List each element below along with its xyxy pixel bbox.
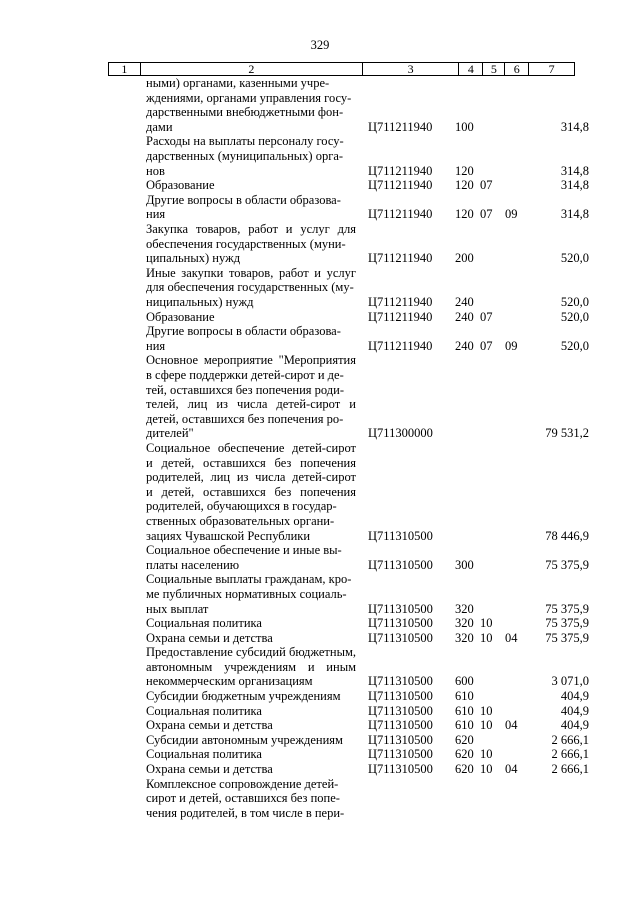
row-col-4: 610 [455,703,474,718]
table-header-row [108,62,575,76]
row-description [146,76,356,134]
header-col-3: 3 [363,63,460,75]
row-col-4: 100 [455,119,474,134]
table-row [0,324,640,353]
table-row [0,747,640,762]
row-code: Ц711310500 [368,674,433,689]
row-code: Ц711211940 [368,119,433,134]
row-col-4: 610 [455,689,474,704]
row-description [146,441,356,543]
row-description [146,689,356,704]
row-code: Ц711310500 [368,528,433,543]
row-code: Ц711310500 [368,747,433,762]
row-amount: 520,0 [560,309,589,324]
description-line: телей, лиц из числа детей-сирот и [146,397,356,412]
row-description [146,134,356,178]
table-row [0,193,640,222]
description-line: и детей, оставшихся без попечения [146,455,356,470]
description-line: ме публичных нормативных социаль- [146,586,347,601]
description-line: чения родителей, в том числе в пери- [146,805,345,820]
row-description [146,193,356,222]
table-row [0,266,640,310]
table-row [0,733,640,748]
description-line: Комплексное сопровождение детей- [146,776,339,791]
row-amount: 75 375,9 [545,557,589,572]
row-description [146,324,356,353]
row-amount: 520,0 [560,294,589,309]
row-code: Ц711211940 [368,207,433,222]
description-line: Социальная политика [146,616,262,631]
row-description [146,178,356,193]
description-line: Социальная политика [146,747,262,762]
row-code: Ц711310500 [368,557,433,572]
description-line: Предоставление субсидий бюджетным, [146,645,356,660]
row-col-4: 620 [455,762,474,777]
header-col-7: 7 [548,62,555,76]
row-description [146,572,356,616]
description-line: Социальная политика [146,703,262,718]
row-description [146,777,356,821]
row-description [146,704,356,719]
row-col-6: 04 [505,718,518,733]
header-col-2: 2 [141,63,363,75]
description-line: ниципальных) нужд [146,294,254,309]
row-amount: 2 666,1 [551,732,589,747]
table-row [0,222,640,266]
row-code: Ц711310500 [368,762,433,777]
description-line: ждениями, органами управления госу- [146,90,352,105]
row-col-4: 320 [455,616,474,631]
description-line: Охрана семьи и детства [146,762,273,777]
table-row [0,572,640,616]
table-row [0,353,640,441]
table-row [0,310,640,325]
row-description [146,733,356,748]
table-row [0,543,640,572]
row-col-5: 10 [480,703,493,718]
row-amount: 314,8 [560,119,589,134]
table-row [0,631,640,646]
row-col-4: 620 [455,747,474,762]
row-col-5: 10 [480,630,493,645]
row-code: Ц711211940 [368,338,433,353]
description-line: Другие вопросы в области образова- [146,324,341,339]
row-code: Ц711211940 [368,251,433,266]
row-col-6: 04 [505,762,518,777]
row-col-4: 200 [455,251,474,266]
table-row [0,718,640,733]
row-code: Ц711211940 [368,294,433,309]
header-col-5: 5 [483,63,505,75]
row-amount: 520,0 [560,251,589,266]
table-row [0,134,640,178]
row-col-5: 10 [480,616,493,631]
description-line: автономным учреждениям и иным [146,659,356,674]
description-line: для обеспечения государственных (му- [146,280,354,295]
row-code: Ц711310500 [368,718,433,733]
row-col-4: 240 [455,338,474,353]
row-code: Ц711211940 [368,178,433,193]
row-code: Ц711300000 [368,426,433,441]
description-line: Социальное обеспечение и иные вы- [146,543,342,558]
header-col-6: 6 [505,63,529,75]
table-row [0,704,640,719]
description-line: родителей, лиц из числа детей-сирот [146,470,356,485]
description-line: родителей, обучающихся в государ- [146,499,337,514]
row-amount: 314,8 [560,163,589,178]
row-col-5: 10 [480,762,493,777]
row-col-4: 320 [455,601,474,616]
row-col-5: 10 [480,718,493,733]
row-col-5: 07 [480,207,493,222]
description-line: дами [146,119,173,134]
description-line: ными) органами, казенными учре- [146,76,330,90]
row-col-4: 300 [455,557,474,572]
row-code: Ц711211940 [368,309,433,324]
row-amount: 75 375,9 [545,630,589,645]
description-line: Социальное обеспечение детей-сирот [146,440,356,455]
row-amount: 520,0 [560,338,589,353]
description-line: дителей" [146,426,194,441]
table-row [0,777,640,821]
table-row [0,441,640,543]
description-line: Субсидии бюджетным учреждениям [146,689,341,704]
row-amount: 404,9 [560,718,589,733]
row-code: Ц711310500 [368,616,433,631]
table-row [0,76,640,134]
row-description [146,616,356,631]
description-line: Расходы на выплаты персоналу госу- [146,134,344,149]
row-amount: 75 375,9 [545,616,589,631]
description-line: ния [146,338,166,353]
row-col-5: 10 [480,747,493,762]
table-row [0,689,640,704]
row-description [146,718,356,733]
row-col-4: 610 [455,718,474,733]
row-amount: 79 531,2 [545,426,589,441]
row-amount: 404,9 [560,703,589,718]
row-col-4: 320 [455,630,474,645]
row-col-4: 240 [455,294,474,309]
row-col-4: 240 [455,309,474,324]
row-col-4: 600 [455,674,474,689]
description-line: зациях Чувашской Республики [146,528,311,543]
row-description [146,222,356,266]
description-line: Охрана семьи и детства [146,718,273,733]
row-col-6: 09 [505,207,518,222]
description-line: дарственных (муниципальных) орга- [146,148,344,163]
header-col-1: 1 [109,63,141,75]
description-line: Другие вопросы в области образова- [146,192,341,207]
row-col-4: 120 [455,163,474,178]
description-line: Образование [146,178,215,193]
row-amount: 2 666,1 [551,747,589,762]
description-line: ственных образовательных органи- [146,513,335,528]
description-line: тей, оставшихся без попечения роди- [146,382,345,397]
row-col-5: 07 [480,338,493,353]
table-body [0,76,640,820]
row-col-5: 07 [480,178,493,193]
page-number: 329 [310,38,330,52]
row-amount: 314,8 [560,178,589,193]
row-description [146,762,356,777]
row-col-5: 07 [480,309,493,324]
description-line: некоммерческим организациям [146,674,313,689]
row-amount: 404,9 [560,689,589,704]
row-code: Ц711310500 [368,601,433,616]
row-code: Ц711310500 [368,630,433,645]
header-col-4: 4 [459,63,483,75]
row-description [146,631,356,646]
row-amount: 78 446,9 [545,528,589,543]
table-row [0,645,640,689]
row-col-6: 09 [505,338,518,353]
description-line: Субсидии автономным учреждениям [146,732,343,747]
description-line: детей, оставшихся без попечения ро- [146,411,344,426]
description-line: Закупка товаров, работ и услуг для [146,221,356,236]
description-line: сирот и детей, оставшихся без попе- [146,791,340,806]
row-col-4: 120 [455,178,474,193]
row-amount: 3 071,0 [551,674,589,689]
row-amount: 75 375,9 [545,601,589,616]
description-line: Охрана семьи и детства [146,630,273,645]
row-description [146,266,356,310]
row-code: Ц711211940 [368,163,433,178]
description-line: Иные закупки товаров, работ и услуг [146,265,356,280]
description-line: и детей, оставшихся без попечения [146,484,356,499]
description-line: в сфере поддержки детей-сирот и де- [146,367,344,382]
row-code: Ц711310500 [368,703,433,718]
description-line: Основное мероприятие "Мероприятия [146,353,356,368]
table-row [0,616,640,631]
row-description [146,310,356,325]
description-line: ципальных) нужд [146,251,241,266]
description-line: ния [146,207,166,222]
description-line: платы населению [146,557,240,572]
row-description [146,645,356,689]
row-col-6: 04 [505,630,518,645]
row-code: Ц711310500 [368,732,433,747]
description-line: нов [146,163,165,178]
table-row [0,762,640,777]
description-line: Социальные выплаты гражданам, кро- [146,572,352,587]
row-description [146,543,356,572]
description-line: ных выплат [146,601,209,616]
row-col-4: 120 [455,207,474,222]
row-amount: 314,8 [560,207,589,222]
description-line: обеспечения государственных (муни- [146,236,346,251]
description-line: дарственными внебюджетными фон- [146,105,344,120]
row-description [146,353,356,441]
row-col-4: 620 [455,732,474,747]
row-description [146,747,356,762]
row-code: Ц711310500 [368,689,433,704]
row-amount: 2 666,1 [551,762,589,777]
description-line: Образование [146,309,215,324]
table-row [0,178,640,193]
